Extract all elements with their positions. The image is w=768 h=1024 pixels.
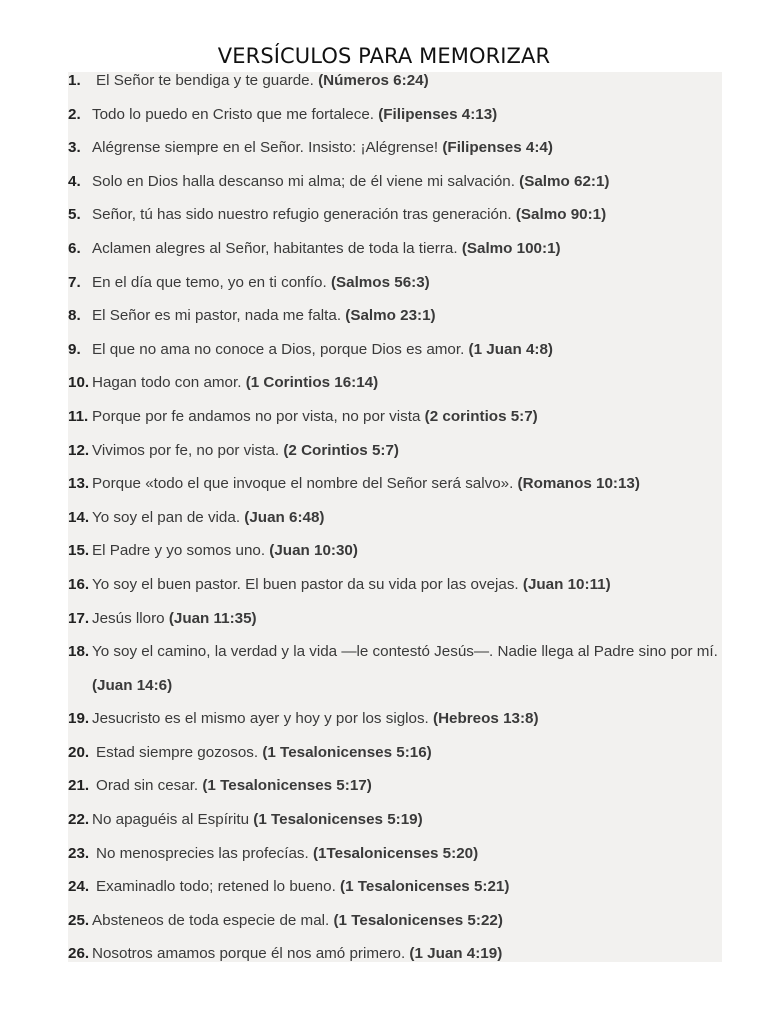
verse-text: El Señor es mi pastor, nada me falta. <box>92 307 342 325</box>
verse-body <box>92 501 718 535</box>
verse-body <box>92 232 718 266</box>
verse-reference: (Juan 10:11) <box>522 575 611 593</box>
verse-item <box>68 736 718 770</box>
verse-number: 19. <box>68 710 90 728</box>
verse-body <box>92 434 718 468</box>
verse-body <box>92 702 718 736</box>
verse-item <box>68 299 718 333</box>
verse-text: Absteneos de toda especie de mal. <box>92 911 330 929</box>
verse-number: 23. <box>68 844 90 862</box>
verse-reference: (Salmos 56:3) <box>330 273 430 291</box>
verse-body <box>92 602 718 636</box>
verse-text: Alégrense siempre en el Señor. Insisto: ¡Alégrense! <box>92 139 439 157</box>
verse-item <box>68 266 718 300</box>
verse-item <box>68 870 718 904</box>
verse-list <box>68 72 718 971</box>
verse-text: Orad sin cesar. <box>96 777 199 795</box>
verse-body <box>92 534 718 568</box>
verse-number: 8. <box>68 307 81 325</box>
verse-reference: (Salmo 90:1) <box>515 206 607 224</box>
verse-number: 13. <box>68 475 90 493</box>
verse-item <box>68 837 718 871</box>
verse-text: Estad siempre gozosos. <box>96 743 259 761</box>
verse-item <box>68 64 718 98</box>
verse-reference: (Juan 14:6) <box>92 676 173 694</box>
verse-text: Yo soy el buen pastor. El buen pastor da su vida por las ovejas. <box>92 575 519 593</box>
verse-item <box>68 165 718 199</box>
verse-body <box>92 198 718 232</box>
verse-reference: (1 Tesalonicenses 5:22) <box>333 911 503 929</box>
verse-number: 1. <box>68 72 81 89</box>
verse-reference: (Salmo 62:1) <box>519 172 610 190</box>
verse-number: 26. <box>68 945 90 963</box>
verse-text: Porque por fe andamos no por vista, no por vista <box>92 407 421 425</box>
verse-item <box>68 635 718 702</box>
verse-reference: (Números 6:24) <box>318 72 429 89</box>
verse-body <box>92 904 718 938</box>
verse-body <box>92 131 718 165</box>
verse-item <box>68 198 718 232</box>
verse-reference: (1 Juan 4:8) <box>468 340 553 358</box>
verse-number: 5. <box>68 206 81 224</box>
verse-body <box>92 837 718 871</box>
verse-text: El que no ama no conoce a Dios, porque Dios es amor. <box>92 340 465 358</box>
verse-item <box>68 769 718 803</box>
verse-text: Porque «todo el que invoque el nombre del Señor será salvo». <box>92 475 514 493</box>
verse-text: Nosotros amamos porque él nos amó primero. <box>92 945 406 963</box>
verse-item <box>68 937 718 971</box>
verse-text: En el día que temo, yo en ti confío. <box>92 273 327 291</box>
verse-text: Hagan todo con amor. <box>92 374 242 392</box>
verse-number: 24. <box>68 878 90 896</box>
verse-number: 25. <box>68 911 90 929</box>
verse-body <box>92 803 718 837</box>
verse-item <box>68 131 718 165</box>
verse-number: 11. <box>68 407 89 425</box>
verse-text: Yo soy el pan de vida. <box>92 508 241 526</box>
verse-item <box>68 501 718 535</box>
verse-item <box>68 702 718 736</box>
verse-text: Jesús lloro <box>92 609 165 627</box>
verse-text: No apaguéis al Espíritu <box>92 811 250 829</box>
verse-body <box>92 568 718 602</box>
verse-reference: (1 Juan 4:19) <box>409 945 503 963</box>
verse-reference: (1 Tesalonicenses 5:16) <box>262 743 432 761</box>
verse-body <box>92 400 718 434</box>
verse-body <box>92 266 718 300</box>
verse-reference: (1Tesalonicenses 5:20) <box>312 844 479 862</box>
verse-reference: (Filipenses 4:13) <box>378 105 498 123</box>
verse-reference: (Romanos 10:13) <box>517 475 640 493</box>
verse-item <box>68 434 718 468</box>
verse-number: 12. <box>68 441 90 459</box>
verse-body <box>92 635 718 702</box>
verse-item <box>68 467 718 501</box>
verse-reference: (2 Corintios 5:7) <box>283 441 399 459</box>
verse-reference: (2 corintios 5:7) <box>424 407 538 425</box>
verse-text: Yo soy el camino, la verdad y la vida —le contestó Jesús—. Nadie llega al Padre sino por mí. <box>92 643 718 661</box>
verse-text: El Señor te bendiga y te guarde. <box>96 72 314 89</box>
verse-reference: (Juan 6:48) <box>244 508 325 526</box>
verse-reference: (Salmo 100:1) <box>461 239 561 257</box>
verse-number: 21. <box>68 777 90 795</box>
verse-item <box>68 803 718 837</box>
verse-reference: (1 Tesalonicenses 5:19) <box>253 811 423 829</box>
verse-number: 18. <box>68 643 90 661</box>
verse-reference: (Salmo 23:1) <box>345 307 436 325</box>
verse-number: 22. <box>68 811 90 829</box>
verse-number: 2. <box>68 105 81 123</box>
verse-body <box>92 467 718 501</box>
verse-text: Vivimos por fe, no por vista. <box>92 441 280 459</box>
verse-number: 6. <box>68 239 81 257</box>
verse-item <box>68 232 718 266</box>
verse-text: Examinadlo todo; retened lo bueno. <box>96 878 336 896</box>
verse-body <box>92 98 718 132</box>
verse-number: 3. <box>68 139 81 157</box>
verse-number: 14. <box>68 508 90 526</box>
verse-reference: (1 Tesalonicenses 5:17) <box>202 777 372 795</box>
verse-text: Señor, tú has sido nuestro refugio generación tras generación. <box>92 206 512 224</box>
verse-text: Solo en Dios halla descanso mi alma; de él viene mi salvación. <box>92 172 515 190</box>
verse-text: No menosprecies las profecías. <box>96 844 309 862</box>
verse-body <box>92 299 718 333</box>
verse-text: Aclamen alegres al Señor, habitantes de toda la tierra. <box>92 239 458 257</box>
verse-reference: (1 Corintios 16:14) <box>245 374 379 392</box>
verse-text: Jesucristo es el mismo ayer y hoy y por los siglos. <box>92 710 429 728</box>
verse-item <box>68 568 718 602</box>
verse-number: 17. <box>68 609 90 627</box>
verse-number: 15. <box>68 542 90 560</box>
verse-item <box>68 98 718 132</box>
verse-number: 20. <box>68 743 90 761</box>
verse-text: Todo lo puedo en Cristo que me fortalece. <box>92 105 374 123</box>
verse-item <box>68 400 718 434</box>
verse-body <box>92 333 718 367</box>
verse-item <box>68 602 718 636</box>
verse-item <box>68 904 718 938</box>
verse-body <box>92 165 718 199</box>
verse-body <box>92 736 718 770</box>
verse-reference: (Juan 11:35) <box>168 609 257 627</box>
verse-body <box>92 64 718 98</box>
verse-reference: (Juan 10:30) <box>269 542 358 560</box>
verse-item <box>68 333 718 367</box>
page-title: VERSÍCULOS PARA MEMORIZAR <box>217 44 551 68</box>
verse-reference: (Hebreos 13:8) <box>433 710 539 728</box>
verse-body <box>92 366 718 400</box>
verse-text: El Padre y yo somos uno. <box>92 542 266 560</box>
verse-number: 7. <box>68 273 81 291</box>
verse-reference: (1 Tesalonicenses 5:21) <box>340 878 510 896</box>
verse-number: 9. <box>68 340 81 358</box>
verse-body <box>92 937 718 971</box>
verse-item <box>68 534 718 568</box>
verse-item <box>68 366 718 400</box>
verse-number: 16. <box>68 575 90 593</box>
verse-number: 10. <box>68 374 90 392</box>
verse-number: 4. <box>68 172 81 190</box>
verse-body <box>92 769 718 803</box>
verse-reference: (Filipenses 4:4) <box>442 139 553 157</box>
verse-body <box>92 870 718 904</box>
